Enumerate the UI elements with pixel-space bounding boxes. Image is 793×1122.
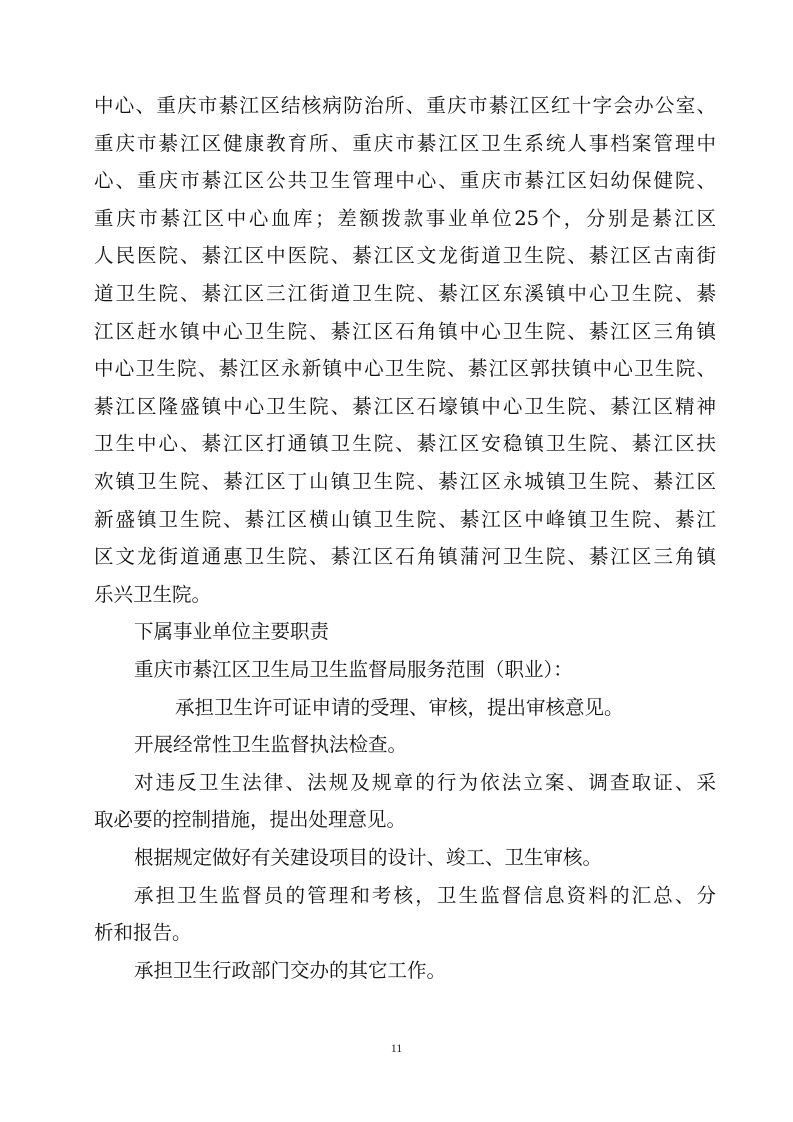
body-text-line: 綦江区隆盛镇中心卫生院、綦江区石壕镇中心卫生院、綦江区精神 — [94, 395, 716, 418]
page-number: 11 — [390, 1041, 403, 1055]
body-text-line: 重庆市綦江区中心血库；差额拨款事业单位25个，分别是綦江区 — [94, 207, 716, 230]
body-text-line: 乐兴卫生院。 — [94, 583, 212, 606]
body-text-line: 卫生中心、綦江区打通镇卫生院、綦江区安稳镇卫生院、綦江区扶 — [94, 432, 716, 455]
body-text-line: 承担卫生监督员的管理和考核，卫生监督信息资料的汇总、分 — [134, 884, 716, 907]
body-text-line: 心、重庆市綦江区公共卫生管理中心、重庆市綦江区妇幼保健院、 — [94, 169, 716, 192]
body-text-line: 欢镇卫生院、綦江区丁山镇卫生院、綦江区永城镇卫生院、綦江区 — [94, 470, 716, 493]
body-text-line: 开展经常性卫生监督执法检查。 — [134, 733, 408, 756]
body-text-line: 中心卫生院、綦江区永新镇中心卫生院、綦江区郭扶镇中心卫生院、 — [94, 357, 716, 380]
body-text-line: 江区赶水镇中心卫生院、綦江区石角镇中心卫生院、綦江区三角镇 — [94, 320, 716, 343]
body-text-line: 道卫生院、綦江区三江街道卫生院、綦江区东溪镇中心卫生院、綦 — [94, 282, 716, 305]
body-text-line: 承担卫生许可证申请的受理、审核，提出审核意见。 — [175, 696, 624, 719]
body-text-line: 承担卫生行政部门交办的其它工作。 — [134, 959, 447, 982]
body-text-line: 取必要的控制措施，提出处理意见。 — [94, 808, 407, 831]
body-text-line: 新盛镇卫生院、綦江区横山镇卫生院、綦江区中峰镇卫生院、綦江 — [94, 508, 716, 531]
body-text-line: 区文龙街道通惠卫生院、綦江区石角镇蒲河卫生院、綦江区三角镇 — [94, 545, 716, 568]
body-text-line: 根据规定做好有关建设项目的设计、竣工、卫生审核。 — [134, 846, 603, 869]
subsection-heading: 重庆市綦江区卫生局卫生监督局服务范围（职业）： — [134, 658, 573, 681]
body-text-line: 重庆市綦江区健康教育所、重庆市綦江区卫生系统人事档案管理中 — [94, 132, 716, 155]
body-text-line: 中心、重庆市綦江区结核病防治所、重庆市綦江区红十字会办公室、 — [94, 94, 716, 117]
body-text-line: 人民医院、綦江区中医院、綦江区文龙街道卫生院、綦江区古南街 — [94, 244, 716, 267]
body-text-line: 对违反卫生法律、法规及规章的行为依法立案、调查取证、采 — [134, 771, 716, 794]
body-text-line: 析和报告。 — [94, 921, 192, 944]
section-heading: 下属事业单位主要职责 — [134, 620, 330, 643]
